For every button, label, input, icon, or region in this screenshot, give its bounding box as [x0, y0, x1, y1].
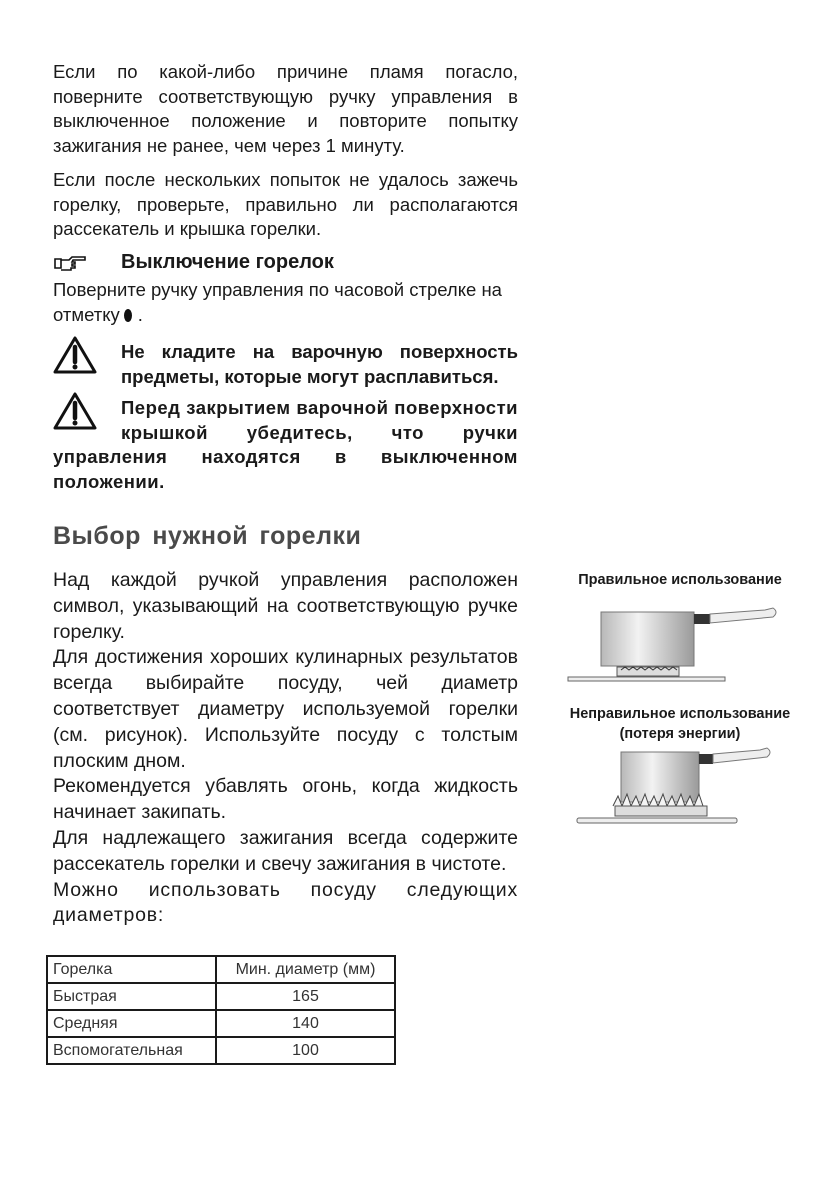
warning-triangle-icon — [53, 392, 97, 430]
warning-melting: Не кладите на варочную поверхность предметы, которые могут расплавиться. — [53, 340, 518, 389]
pointing-hand-icon — [53, 254, 87, 272]
pot-on-burner-correct-illustration — [555, 590, 805, 690]
paragraph: Для надлежащего зажигания всегда содержите рассекатель горелки и свечу зажигания в чистоте. — [53, 826, 518, 875]
pot-on-burner-incorrect-illustration — [555, 744, 805, 834]
paragraph-flame-out: Если по какой-либо причине пламя погасло, поверните соответствующую ручку управления в выключенное положение и повторите попытку зажигания не ранее, чем через 1 минуту. — [53, 61, 518, 156]
off-dot-icon — [124, 309, 132, 322]
table-header: Мин. диаметр (мм) — [216, 956, 395, 983]
figure-correct-usage: Правильное использование — [555, 570, 805, 695]
burner-diameter-table — [46, 955, 396, 1065]
table-row: Быстрая 165 — [47, 983, 395, 1010]
table-header-row — [47, 956, 395, 983]
paragraph: Над каждой ручкой управления расположен символ, указывающий на соответствующую ручке горелку. — [53, 569, 518, 643]
table-row: Средняя 140 — [47, 1010, 395, 1037]
section-heading-burner-choice: Выбор нужной горелки — [53, 522, 362, 550]
turn-off-title: Выключение горелок — [121, 251, 334, 273]
warning-triangle-icon — [53, 336, 97, 374]
paragraph-turn-off: Поверните ручку управления по часовой стрелке на отметку . — [53, 279, 502, 325]
warning-lid-closing: Перед закрытием варочной поверхности крышкой убедитесь, что ручки управления находятся в выключенном положении. — [53, 396, 518, 494]
section-body-burner-choice — [53, 568, 518, 929]
paragraph-retry-ignition: Если после нескольких попыток не удалось зажечь горелку, проверьте, правильно ли располагаются рассекатель и крышка горелки. — [53, 169, 518, 239]
table-header: Горелка — [47, 956, 216, 983]
paragraph: Для достижения хороших кулинарных результатов всегда выбирайте посуду, чей диаметр соответствует диаметру используемой горелки (см. рисунок). Используйте посуду с толстым плоским дном. — [53, 646, 518, 772]
subheading-turn-off — [53, 251, 523, 274]
paragraph: Можно использовать посуду следующих диаметров: — [53, 878, 518, 927]
table-row: Вспомогательная 100 — [47, 1037, 395, 1064]
paragraph: Рекомендуется убавлять огонь, когда жидкость начинает закипать. — [53, 775, 518, 824]
figure-incorrect-usage: Неправильное использование (потеря энергии) — [555, 704, 805, 839]
